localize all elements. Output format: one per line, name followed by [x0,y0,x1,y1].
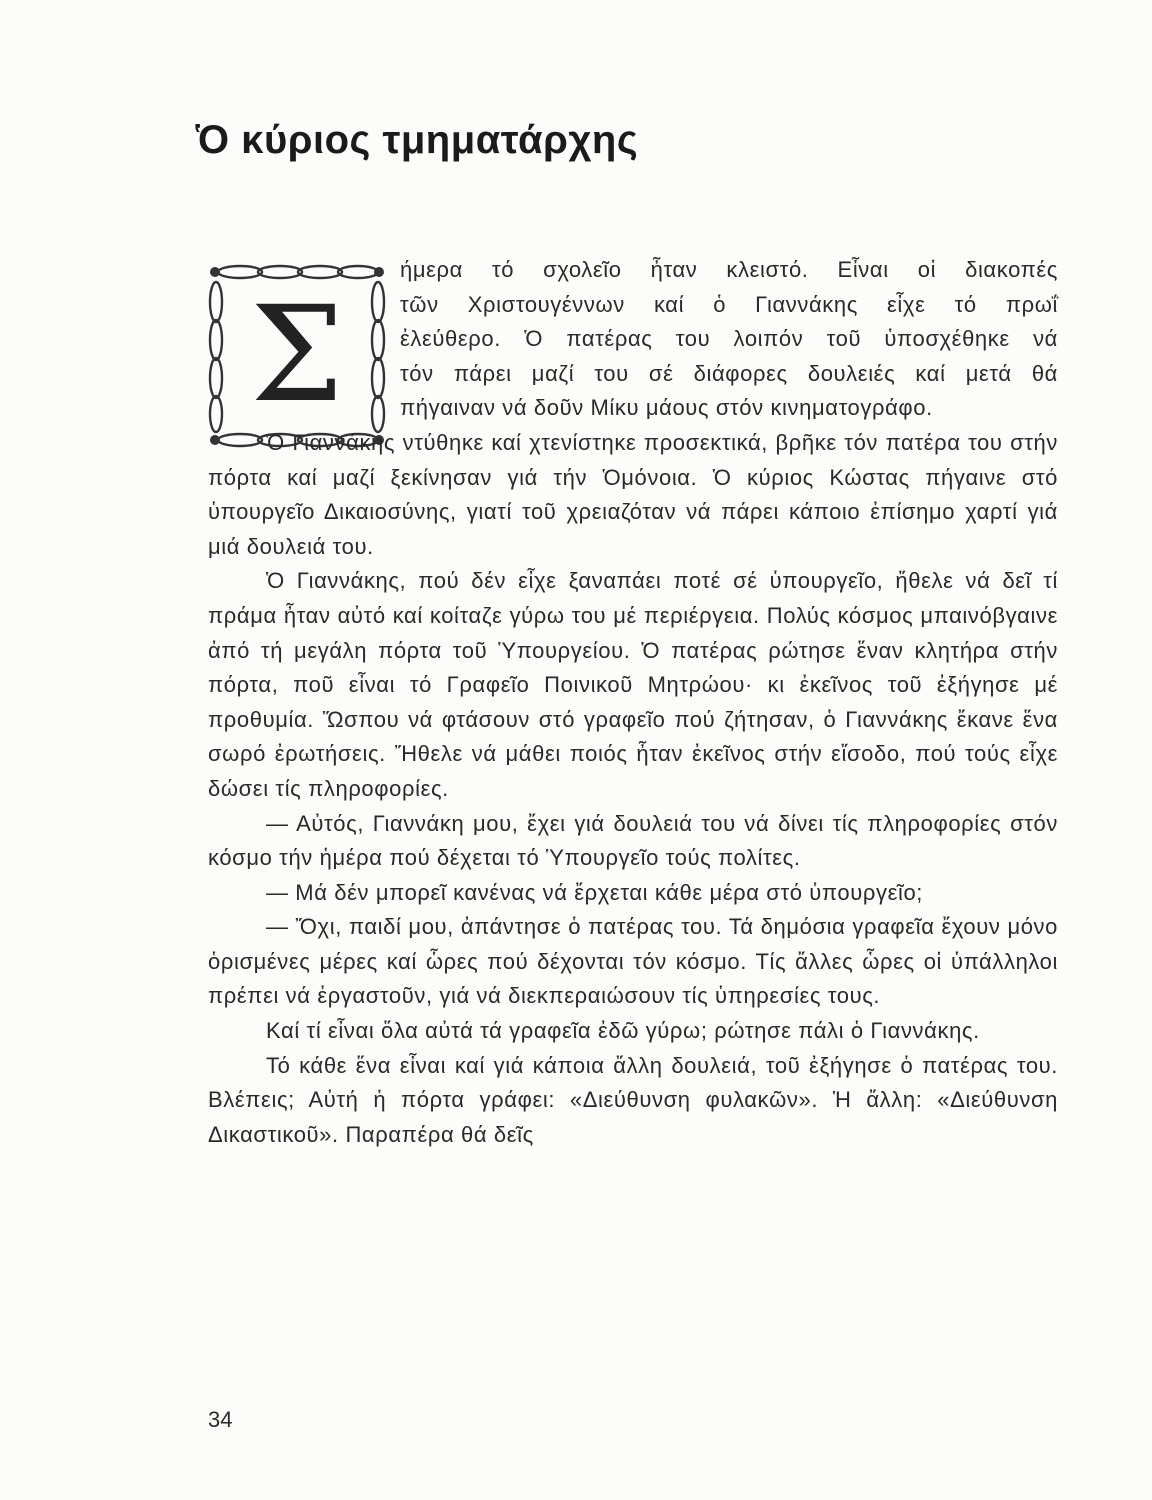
paragraph: Τό κάθε ἕνα εἶναι καί γιά κάποια ἄλλη δουλειά, τοῦ ἐξήγησε ὁ πατέρας του. Βλέπεις; Αὐτή ἡ πόρτα γράφει: «Διεύθυνση φυλακῶν». Ἡ ἄλλη: «Διεύθυνση Δικαστικοῦ». Παραπέρα θά δεῖς [208,1052,1058,1147]
wrapped-paragraph [208,253,1058,426]
page-number: 34 [208,1407,233,1432]
chapter-title: Ὁ κύριος τμηματάρχης [196,118,639,162]
text-line: ήμερα τό σχολεῖο ἦταν κλειστό. Εἶναι οἱ διακοπές [400,257,1058,282]
paragraph: Ὁ Γιαννάκης, πού δέν εἶχε ξαναπάει ποτέ σέ ὑπουργεῖο, ἤθελε νά δεῖ τί πράμα ἦταν αὐτό καί κοίταζε γύρω του μέ περιέργεια. Πολύς κόσμος μπαινόβγαινε ἀπό τή μεγάλη πόρτα τοῦ Ὑπουργείου. Ὁ πατέρας ρώτησε ἕναν κλητήρα στήν πόρτα, ποῦ εἶναι τό Γραφεῖο Ποινικοῦ Μητρώου· κι ἐκεῖνος τοῦ ἐξήγησε μέ προθυμία. Ὥσπου νά φτάσουν στό γραφεῖο πού ζήτησαν, ὁ Γιαννάκης ἔκανε ἕνα σωρό ἐρωτήσεις. Ἤθελε νά μάθει ποιός ἦταν ἐκεῖνος στήν εἴσοδο, πού τούς εἶχε δώσει τίς πληροφορίες. [208,568,1058,801]
body-text [208,253,1058,1152]
paragraph: Ὁ Γιαννάκης ντύθηκε καί χτενίστηκε προσεκτικά, βρῆκε τόν πατέρα του στήν πόρτα καί μαζί ξεκίνησαν γιά τήν Ὁμόνοια. Ὁ κύριος Κώστας πήγαινε στό ὑπουργεῖο Δικαιοσύνης, γιατί τοῦ χρειαζόταν νά πάρει κάποιο ἐπίσημο χαρτί γιά μιά δουλειά του. [208,429,1058,559]
text-line: τῶν Χριστουγέννων καί ὁ Γιαννάκης εἶχε τό πρωΐ [400,291,1058,317]
text-line: ἐλεύθερο. Ὁ πατέρας του λοιπόν τοῦ ὑποσχέθηκε νά [400,326,1058,352]
paragraph: — Ὄχι, παιδί μου, ἀπάντησε ὁ πατέρας του. Τά δημόσια γραφεῖα ἔχουν μόνο ὁρισμένες μέρες καί ὧρες πού δέχονται τόν κόσμο. Τίς ἄλλες ὧρες οἱ ὑπάλληλοι πρέπει νά ἐργαστοῦν, γιά νά διεκπεραιώσουν τίς ὑπηρεσίες τους. [208,914,1058,1009]
paragraph: — Αὐτός, Γιαννάκη μου, ἔχει γιά δουλειά του νά δίνει τίς πληροφορίες στόν κόσμο τήν ἡμέρα πού δέχεται τό Ὑπουργεῖο τούς πολίτες. [208,810,1058,871]
text-line: πήγαιναν νά δοῦν Μίκυ μάους στόν κινηματογράφο. [400,395,933,421]
paragraph: Καί τί εἶναι ὅλα αὐτά τά γραφεῖα ἐδῶ γύρω; ρώτησε πάλι ὁ Γιαννάκης. [266,1018,980,1044]
paragraph: — Μά δέν μπορεῖ κανένας νά ἔρχεται κάθε μέρα στό ὑπουργεῖο; [266,879,924,905]
text-line: τόν πάρει μαζί του σέ διάφορες δουλειές καί μετά θά [400,360,1058,386]
drop-cap-letter: Σ [250,278,344,432]
